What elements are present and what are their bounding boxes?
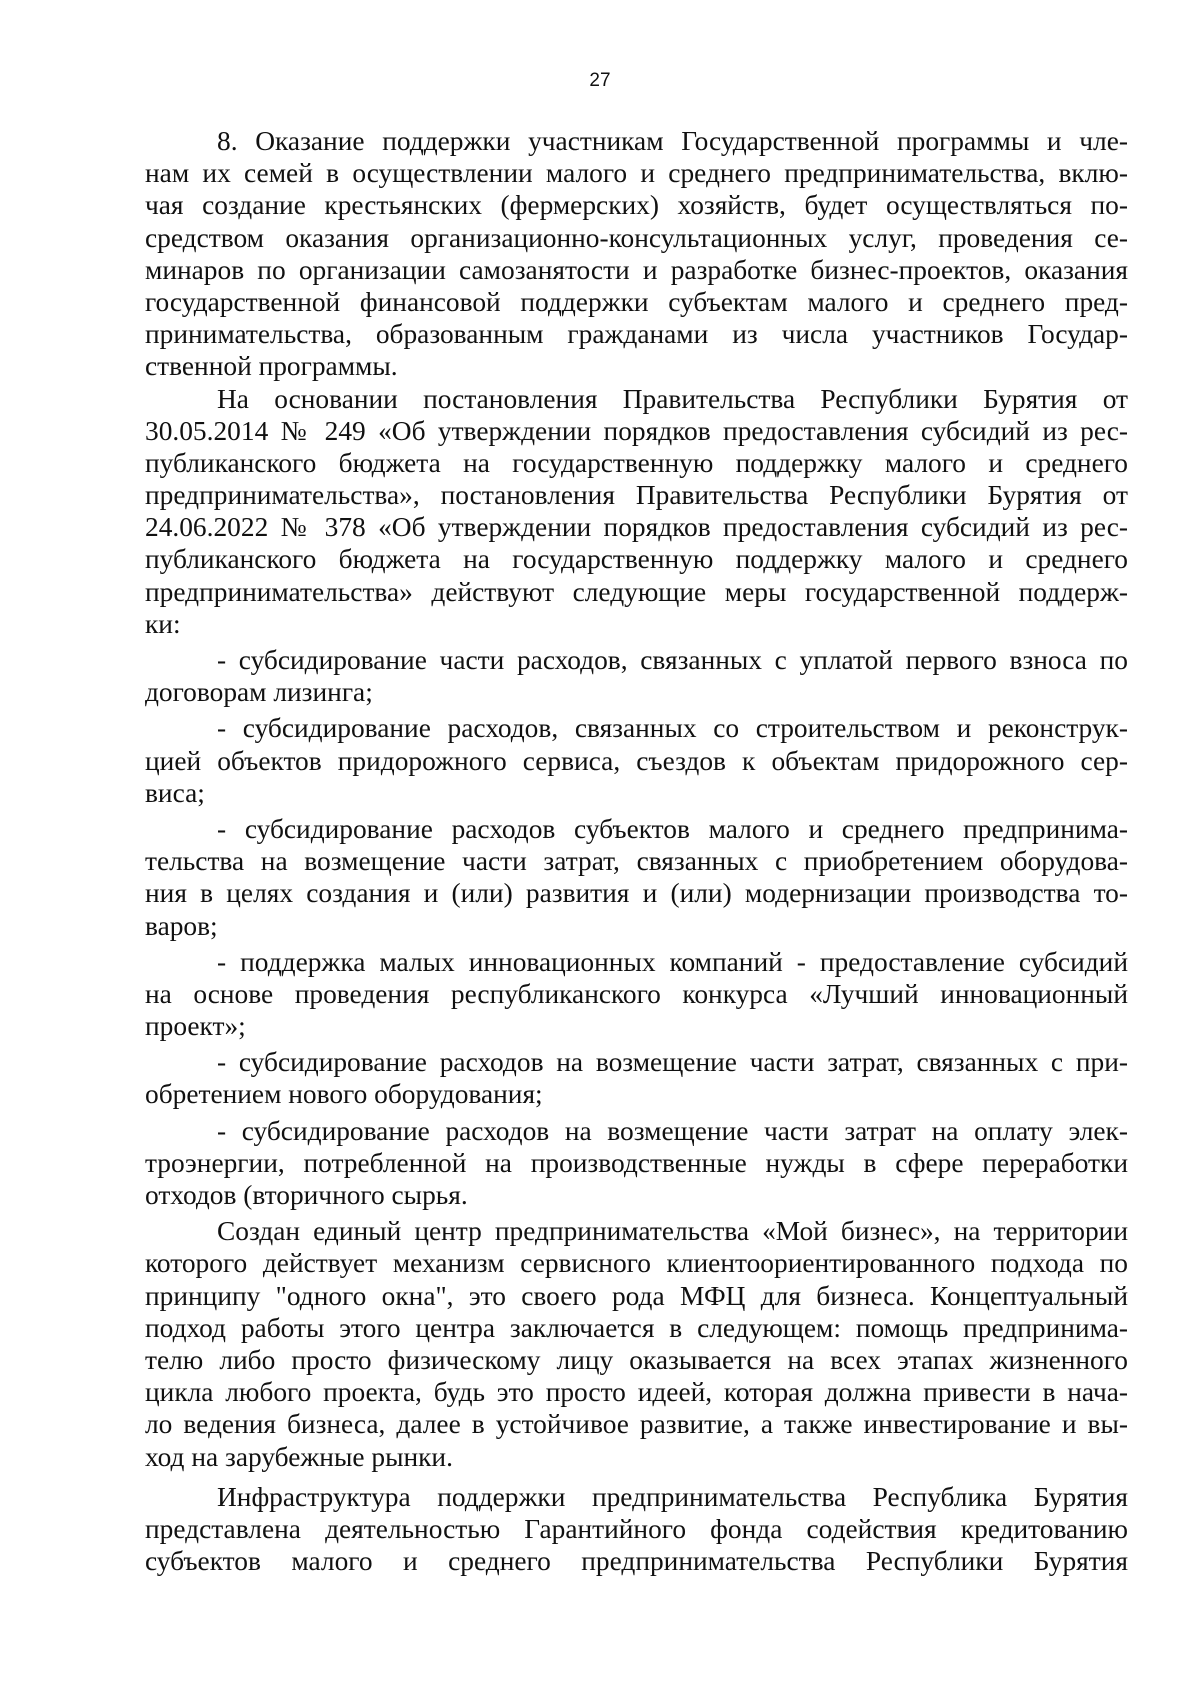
text-line: тельства на возмещение части затрат, связанных с приобретением оборудова- (145, 846, 1128, 877)
text-line: чая создание крестьянских (фермерских) хозяйств, будет осуществляться по- (145, 190, 1128, 221)
text-line: обретением нового оборудования; (145, 1079, 543, 1110)
text-line: варов; (145, 910, 218, 941)
list-item (145, 946, 1128, 1043)
text-line: - субсидирование расходов, связанных со строительством и реконструк- (217, 713, 1128, 744)
text-line: 8. Оказание поддержки участникам Государственной программы и чле- (217, 126, 1128, 156)
text-line: публиканского бюджета на государственную поддержку малого и среднего (145, 447, 1128, 478)
text-line: - субсидирование расходов на возмещение части затрат на оплату элек- (217, 1115, 1128, 1146)
list-item (145, 712, 1128, 809)
text-line: принципу "одного окна", это своего рода МФЦ для бизнеса. Концептуальный (145, 1280, 1128, 1311)
paragraph (145, 383, 1128, 641)
page-number: 27 (589, 70, 611, 91)
text-line: минаров по организации самозанятости и разработке бизнес-проектов, оказания (145, 254, 1128, 285)
text-line: ния в целях создания и (или) развития и (или) модернизации производства то- (145, 878, 1128, 909)
text-line: представлена деятельностью Гарантийного фонда содействия кредитованию (145, 1513, 1128, 1544)
text-line: принимательства, образованным гражданами из числа участников Государ- (145, 319, 1128, 350)
text-line: 30.05.2014 № 249 «Об утверждении порядков предоставления субсидий из рес- (145, 415, 1128, 446)
text-line: - субсидирование части расходов, связанных с уплатой первого взноса по (217, 645, 1128, 675)
text-line: виса; (145, 777, 205, 808)
text-line: на основе проведения республиканского конкурса «Лучший инновационный (145, 978, 1128, 1009)
text-line: - субсидирование расходов на возмещение части затрат, связанных с при- (217, 1047, 1128, 1078)
text-line: проект»; (145, 1011, 246, 1042)
text-line: цией объектов придорожного сервиса, съездов к объектам придорожного сер- (145, 745, 1128, 776)
text-line: публиканского бюджета на государственную поддержку малого и среднего (145, 544, 1128, 575)
text-line: предпринимательства» действуют следующие меры государственной поддерж- (145, 576, 1128, 607)
text-line: ки: (145, 608, 181, 639)
text-line: договорам лизинга; (145, 677, 373, 708)
paragraph (145, 125, 1128, 383)
document-body (145, 125, 1128, 1577)
paragraph (145, 1215, 1128, 1473)
text-line: субъектов малого и среднего предпринимательства Республики Бурятия (145, 1546, 1128, 1577)
text-line: предпринимательства», постановления Правительства Республики Бурятия от (145, 480, 1128, 511)
list-item (145, 1046, 1128, 1110)
paragraph (145, 1481, 1128, 1578)
list-item (145, 644, 1128, 708)
text-line: государственной финансовой поддержки субъектам малого и среднего пред- (145, 286, 1128, 317)
text-line: ло ведения бизнеса, далее в устойчивое развитие, а также инвестирование и вы- (145, 1409, 1128, 1440)
text-line: ход на зарубежные рынки. (145, 1441, 453, 1472)
text-line: На основании постановления Правительства Республики Бурятия от (217, 383, 1128, 414)
text-line: Инфраструктура поддержки предпринимательства Республика Бурятия (217, 1481, 1128, 1512)
list-item (145, 1115, 1128, 1212)
text-line: - субсидирование расходов субъектов малого и среднего предпринима- (217, 813, 1128, 844)
text-line: цикла любого проекта, будь это просто идеей, которая должна привести в нача- (145, 1377, 1128, 1408)
text-line: отходов (вторичного сырья. (145, 1180, 468, 1210)
text-line: телю либо просто физическому лицу оказывается на всех этапах жизненного (145, 1344, 1128, 1375)
text-line: 24.06.2022 № 378 «Об утверждении порядков предоставления субсидий из рес- (145, 512, 1128, 543)
list-item (145, 813, 1128, 942)
text-line: которого действует механизм сервисного клиентоориентированного подхода по (145, 1248, 1128, 1279)
text-line: нам их семей в осуществлении малого и среднего предпринимательства, вклю- (145, 158, 1128, 189)
text-line: Создан единый центр предпринимательства «Мой бизнес», на территории (217, 1216, 1128, 1247)
text-line: подход работы этого центра заключается в следующем: помощь предпринима- (145, 1312, 1128, 1343)
text-line: ственной программы. (145, 351, 398, 382)
text-line: - поддержка малых инновационных компаний - предоставление субсидий (217, 946, 1128, 977)
text-line: средством оказания организационно-консультационных услуг, проведения се- (145, 222, 1128, 253)
text-line: троэнергии, потребленной на производственные нужды в сфере переработки (145, 1147, 1128, 1178)
